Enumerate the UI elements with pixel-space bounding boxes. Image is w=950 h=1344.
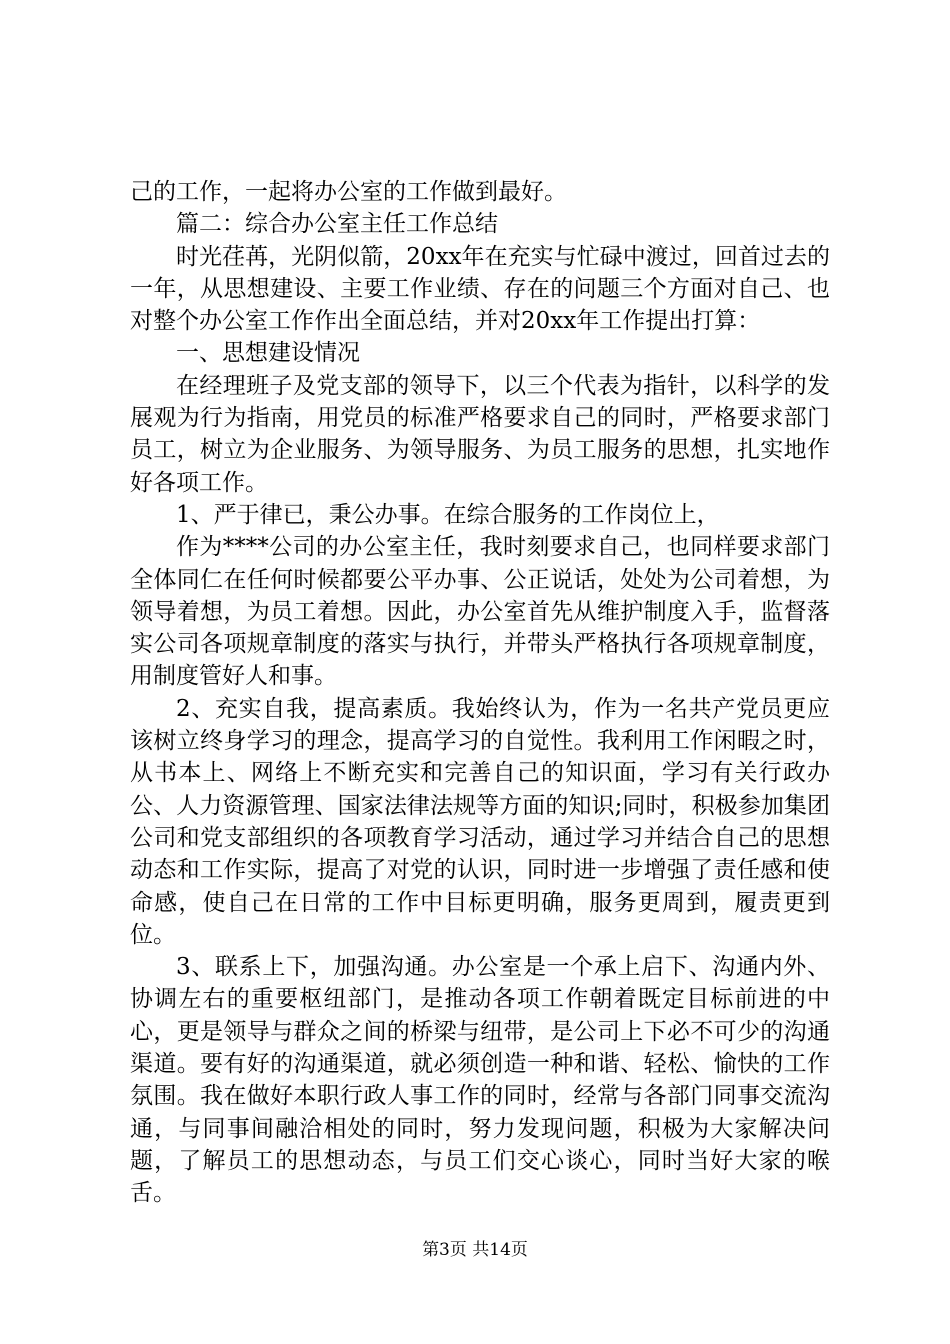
page-number-footer: 第3页 共14页 xyxy=(422,1240,528,1260)
paragraph-continuation: 己的工作，一起将办公室的工作做到最好。 xyxy=(130,179,567,205)
paragraph-point-3: 3、联系上下，加强沟通。办公室是一个承上启下、沟通内外、协调左右的重要枢纽部门，是推动各项工作朝着既定目标前进的中心，更是领导与群众之间的桥梁与纽带，是公司上下必不可少的沟通渠道。要有好的沟通渠道，就必须创造一种和谐、轻松、愉快的工作氛围。我在做好本职行政人事工作的同时，经常与各部门同事交流沟通，与同事间融洽相处的同时，努力发现问题，积极为大家解决问题，了解员工的思想动态，与员工们交心谈心，同时当好大家的喉舌。 xyxy=(130,954,830,1207)
paragraph-point-2: 2、充实自我，提高素质。我始终认为，作为一名共产党员更应该树立终身学习的理念，提高学习的自觉性。我利用工作闲暇之时，从书本上、网络上不断充实和完善自己的知识面，学习有关行政办公、人力资源管理、国家法律法规等方面的知识;同时，积极参加集团公司和党支部组织的各项教育学习活动，通过学习并结合自己的思想动态和工作实际，提高了对党的认识，同时进一步增强了责任感和使命感，使自己在日常的工作中目标更明确，服务更周到，履责更到位。 xyxy=(130,695,830,948)
document-body xyxy=(130,176,830,1210)
paragraph-point-1: 作为****公司的办公室主任，我时刻要求自己，也同样要求部门全体同仁在任何时候都要公平办事、公正说话，处处为公司着想，为领导着想，为员工着想。因此，办公室首先从维护制度入手，监督落实公司各项规章制度的落实与执行，并带头严格执行各项规章制度，用制度管好人和事。 xyxy=(130,534,830,690)
paragraph-ideology: 在经理班子及党支部的领导下，以三个代表为指针，以科学的发展观为行为指南，用党员的标准严格要求自己的同时，严格要求部门员工，树立为企业服务、为领导服务、为员工服务的思想，扎实地作好各项工作。 xyxy=(130,372,830,496)
section-heading-ideology: 一、思想建设情况 xyxy=(176,340,360,367)
point-1-heading: 1、严于律已，秉公办事。在综合服务的工作岗位上， xyxy=(176,501,720,528)
section-heading-part-two: 篇二：综合办公室主任工作总结 xyxy=(176,211,498,238)
paragraph-intro: 时光荏苒，光阴似箭，20xx年在充实与忙碌中渡过，回首过去的一年，从思想建设、主要工作业绩、存在的问题三个方面对自己、也对整个办公室工作作出全面总结，并对20xx年工作提出打算： xyxy=(130,243,830,335)
